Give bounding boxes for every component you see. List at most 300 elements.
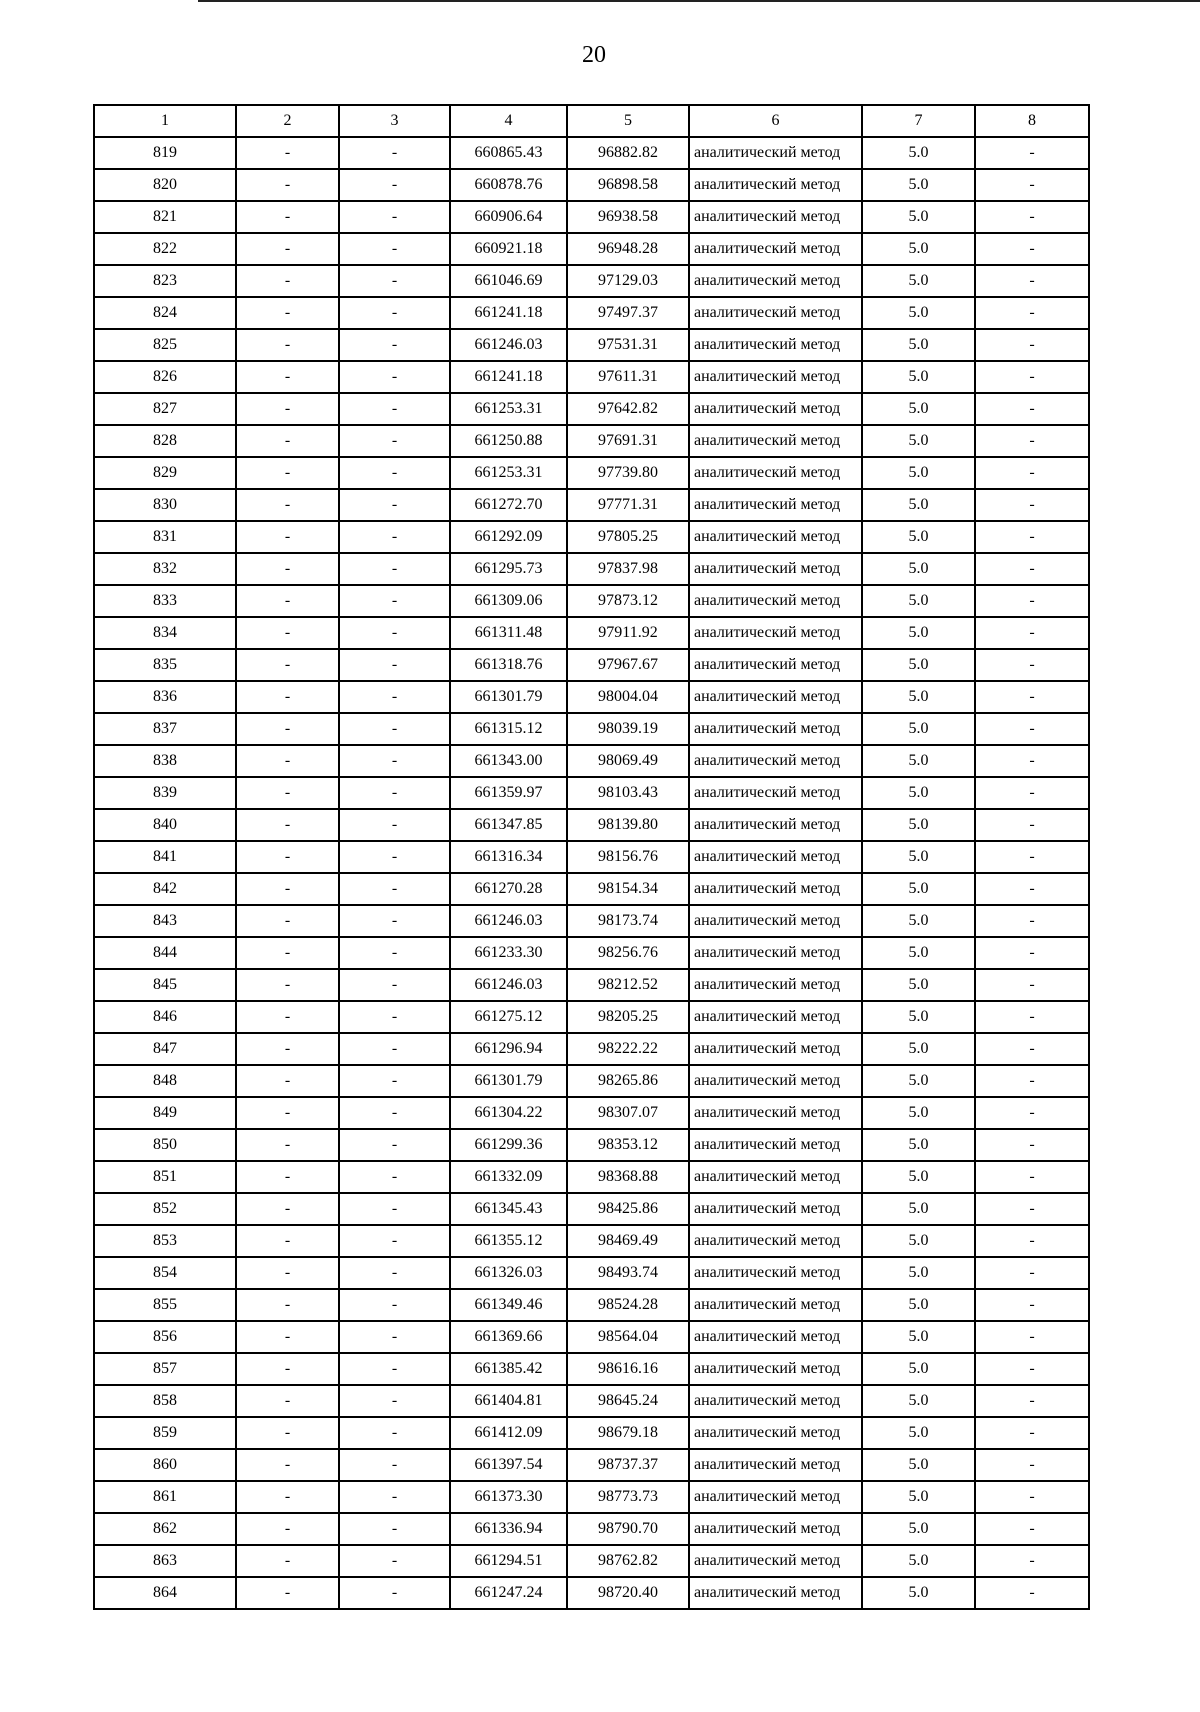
cell-col-8: - [975, 521, 1089, 553]
cell-accuracy: 5.0 [862, 1577, 975, 1609]
cell-coord-x: 661250.88 [450, 425, 567, 457]
cell-accuracy: 5.0 [862, 1193, 975, 1225]
cell-point-number: 854 [94, 1257, 236, 1289]
cell-point-number: 823 [94, 265, 236, 297]
cell-point-number: 836 [94, 681, 236, 713]
cell-coord-y: 96898.58 [567, 169, 689, 201]
cell-method: аналитический метод [689, 1577, 862, 1609]
cell-accuracy: 5.0 [862, 745, 975, 777]
cell-coord-y: 97611.31 [567, 361, 689, 393]
cell-method: аналитический метод [689, 489, 862, 521]
cell-accuracy: 5.0 [862, 1353, 975, 1385]
cell-col-8: - [975, 1289, 1089, 1321]
cell-point-number: 848 [94, 1065, 236, 1097]
cell-accuracy: 5.0 [862, 1097, 975, 1129]
cell-accuracy: 5.0 [862, 1001, 975, 1033]
cell-col-8: - [975, 809, 1089, 841]
cell-coord-y: 97771.31 [567, 489, 689, 521]
cell-coord-x: 661309.06 [450, 585, 567, 617]
cell-method: аналитический метод [689, 137, 862, 169]
cell-col-3: - [339, 905, 450, 937]
cell-col-2: - [236, 201, 339, 233]
table-row [94, 1385, 1089, 1417]
cell-coord-x: 661311.48 [450, 617, 567, 649]
cell-coord-y: 97129.03 [567, 265, 689, 297]
table-row [94, 969, 1089, 1001]
cell-col-2: - [236, 1161, 339, 1193]
cell-accuracy: 5.0 [862, 137, 975, 169]
cell-coord-x: 660906.64 [450, 201, 567, 233]
cell-method: аналитический метод [689, 777, 862, 809]
table-row [94, 873, 1089, 905]
cell-accuracy: 5.0 [862, 617, 975, 649]
table-row [94, 297, 1089, 329]
table-row [94, 1577, 1089, 1609]
cell-coord-x: 660921.18 [450, 233, 567, 265]
cell-point-number: 857 [94, 1353, 236, 1385]
cell-col-3: - [339, 1513, 450, 1545]
cell-coord-y: 98103.43 [567, 777, 689, 809]
cell-method: аналитический метод [689, 745, 862, 777]
cell-col-3: - [339, 393, 450, 425]
cell-coord-y: 98720.40 [567, 1577, 689, 1609]
cell-col-8: - [975, 1513, 1089, 1545]
cell-point-number: 827 [94, 393, 236, 425]
cell-method: аналитический метод [689, 713, 862, 745]
cell-method: аналитический метод [689, 617, 862, 649]
cell-coord-x: 661332.09 [450, 1161, 567, 1193]
cell-col-2: - [236, 1577, 339, 1609]
cell-col-2: - [236, 361, 339, 393]
cell-col-3: - [339, 1257, 450, 1289]
cell-col-3: - [339, 841, 450, 873]
cell-accuracy: 5.0 [862, 841, 975, 873]
cell-coord-x: 661318.76 [450, 649, 567, 681]
cell-coord-x: 661246.03 [450, 329, 567, 361]
cell-col-3: - [339, 329, 450, 361]
cell-coord-y: 98773.73 [567, 1481, 689, 1513]
cell-coord-y: 98222.22 [567, 1033, 689, 1065]
cell-col-2: - [236, 1513, 339, 1545]
cell-accuracy: 5.0 [862, 873, 975, 905]
cell-accuracy: 5.0 [862, 713, 975, 745]
cell-point-number: 820 [94, 169, 236, 201]
cell-col-8: - [975, 265, 1089, 297]
cell-method: аналитический метод [689, 233, 862, 265]
cell-point-number: 842 [94, 873, 236, 905]
cell-accuracy: 5.0 [862, 521, 975, 553]
cell-method: аналитический метод [689, 329, 862, 361]
cell-coord-x: 661301.79 [450, 681, 567, 713]
cell-col-2: - [236, 393, 339, 425]
table-row [94, 265, 1089, 297]
cell-point-number: 837 [94, 713, 236, 745]
cell-col-2: - [236, 553, 339, 585]
cell-accuracy: 5.0 [862, 969, 975, 1001]
cell-col-3: - [339, 137, 450, 169]
cell-method: аналитический метод [689, 457, 862, 489]
cell-accuracy: 5.0 [862, 1513, 975, 1545]
table-row [94, 233, 1089, 265]
cell-coord-y: 98737.37 [567, 1449, 689, 1481]
cell-col-2: - [236, 617, 339, 649]
cell-col-2: - [236, 1001, 339, 1033]
cell-method: аналитический метод [689, 1545, 862, 1577]
cell-coord-x: 661246.03 [450, 969, 567, 1001]
cell-col-2: - [236, 1193, 339, 1225]
cell-point-number: 825 [94, 329, 236, 361]
table-row [94, 905, 1089, 937]
cell-col-3: - [339, 1289, 450, 1321]
cell-col-8: - [975, 329, 1089, 361]
cell-method: аналитический метод [689, 521, 862, 553]
cell-coord-x: 661315.12 [450, 713, 567, 745]
table-row [94, 1033, 1089, 1065]
cell-point-number: 826 [94, 361, 236, 393]
cell-col-8: - [975, 1353, 1089, 1385]
cell-accuracy: 5.0 [862, 201, 975, 233]
cell-col-3: - [339, 1417, 450, 1449]
cell-method: аналитический метод [689, 201, 862, 233]
cell-accuracy: 5.0 [862, 489, 975, 521]
cell-point-number: 846 [94, 1001, 236, 1033]
table-row [94, 809, 1089, 841]
cell-accuracy: 5.0 [862, 681, 975, 713]
cell-coord-y: 98564.04 [567, 1321, 689, 1353]
table-row [94, 1545, 1089, 1577]
cell-col-3: - [339, 169, 450, 201]
cell-col-2: - [236, 1097, 339, 1129]
cell-coord-x: 661296.94 [450, 1033, 567, 1065]
cell-coord-x: 661349.46 [450, 1289, 567, 1321]
cell-coord-y: 96948.28 [567, 233, 689, 265]
cell-method: аналитический метод [689, 1001, 862, 1033]
cell-coord-x: 661294.51 [450, 1545, 567, 1577]
cell-col-2: - [236, 649, 339, 681]
cell-coord-x: 661343.00 [450, 745, 567, 777]
table-row [94, 425, 1089, 457]
cell-col-8: - [975, 905, 1089, 937]
table-header [94, 105, 1089, 137]
cell-col-2: - [236, 1385, 339, 1417]
cell-col-2: - [236, 1225, 339, 1257]
cell-col-2: - [236, 521, 339, 553]
column-header: 2 [236, 105, 339, 137]
cell-point-number: 863 [94, 1545, 236, 1577]
cell-point-number: 856 [94, 1321, 236, 1353]
cell-method: аналитический метод [689, 1449, 862, 1481]
cell-col-8: - [975, 1385, 1089, 1417]
cell-col-2: - [236, 1321, 339, 1353]
cell-col-2: - [236, 1353, 339, 1385]
cell-col-8: - [975, 297, 1089, 329]
cell-method: аналитический метод [689, 841, 862, 873]
cell-accuracy: 5.0 [862, 265, 975, 297]
cell-coord-x: 661347.85 [450, 809, 567, 841]
cell-accuracy: 5.0 [862, 1385, 975, 1417]
cell-col-8: - [975, 1193, 1089, 1225]
cell-col-3: - [339, 233, 450, 265]
cell-col-3: - [339, 1065, 450, 1097]
cell-accuracy: 5.0 [862, 361, 975, 393]
cell-col-8: - [975, 1545, 1089, 1577]
cell-coord-x: 661247.24 [450, 1577, 567, 1609]
cell-coord-y: 97873.12 [567, 585, 689, 617]
cell-col-8: - [975, 1257, 1089, 1289]
column-header: 3 [339, 105, 450, 137]
cell-coord-x: 661373.30 [450, 1481, 567, 1513]
cell-col-3: - [339, 713, 450, 745]
cell-accuracy: 5.0 [862, 1545, 975, 1577]
cell-col-2: - [236, 937, 339, 969]
cell-coord-x: 661404.81 [450, 1385, 567, 1417]
cell-col-8: - [975, 617, 1089, 649]
cell-col-8: - [975, 1481, 1089, 1513]
cell-col-3: - [339, 457, 450, 489]
table-row [94, 841, 1089, 873]
cell-col-3: - [339, 1321, 450, 1353]
cell-coord-x: 661412.09 [450, 1417, 567, 1449]
cell-method: аналитический метод [689, 649, 862, 681]
cell-coord-y: 98425.86 [567, 1193, 689, 1225]
table-header-row [94, 105, 1089, 137]
cell-col-2: - [236, 233, 339, 265]
cell-coord-x: 660865.43 [450, 137, 567, 169]
cell-coord-x: 661359.97 [450, 777, 567, 809]
cell-col-2: - [236, 1481, 339, 1513]
cell-coord-y: 97497.37 [567, 297, 689, 329]
cell-col-3: - [339, 361, 450, 393]
cell-coord-x: 661253.31 [450, 457, 567, 489]
cell-col-8: - [975, 1161, 1089, 1193]
coordinates-table [93, 104, 1090, 1610]
cell-coord-y: 98205.25 [567, 1001, 689, 1033]
cell-point-number: 829 [94, 457, 236, 489]
cell-coord-y: 98156.76 [567, 841, 689, 873]
cell-coord-x: 661326.03 [450, 1257, 567, 1289]
cell-col-3: - [339, 553, 450, 585]
cell-col-3: - [339, 937, 450, 969]
cell-point-number: 834 [94, 617, 236, 649]
cell-col-2: - [236, 297, 339, 329]
table-row [94, 681, 1089, 713]
cell-col-8: - [975, 937, 1089, 969]
cell-coord-y: 98368.88 [567, 1161, 689, 1193]
cell-coord-y: 98307.07 [567, 1097, 689, 1129]
cell-coord-y: 97531.31 [567, 329, 689, 361]
table-row [94, 1513, 1089, 1545]
column-header: 5 [567, 105, 689, 137]
cell-col-8: - [975, 841, 1089, 873]
cell-point-number: 850 [94, 1129, 236, 1161]
cell-col-3: - [339, 1353, 450, 1385]
cell-method: аналитический метод [689, 553, 862, 585]
cell-col-8: - [975, 1321, 1089, 1353]
cell-accuracy: 5.0 [862, 1449, 975, 1481]
cell-method: аналитический метод [689, 1257, 862, 1289]
table-row [94, 457, 1089, 489]
cell-col-8: - [975, 1129, 1089, 1161]
cell-col-8: - [975, 169, 1089, 201]
cell-col-3: - [339, 809, 450, 841]
cell-coord-y: 98039.19 [567, 713, 689, 745]
cell-col-8: - [975, 713, 1089, 745]
table-row [94, 1481, 1089, 1513]
cell-col-3: - [339, 1545, 450, 1577]
cell-col-3: - [339, 617, 450, 649]
cell-point-number: 849 [94, 1097, 236, 1129]
cell-coord-x: 661241.18 [450, 297, 567, 329]
cell-accuracy: 5.0 [862, 329, 975, 361]
cell-method: аналитический метод [689, 297, 862, 329]
cell-coord-y: 97739.80 [567, 457, 689, 489]
cell-col-3: - [339, 1161, 450, 1193]
cell-col-2: - [236, 489, 339, 521]
cell-coord-y: 98154.34 [567, 873, 689, 905]
cell-coord-y: 98524.28 [567, 1289, 689, 1321]
cell-col-2: - [236, 713, 339, 745]
cell-coord-y: 98265.86 [567, 1065, 689, 1097]
table-row [94, 1129, 1089, 1161]
page-number: 20 [582, 42, 606, 68]
table-row [94, 937, 1089, 969]
cell-col-3: - [339, 1001, 450, 1033]
cell-point-number: 832 [94, 553, 236, 585]
cell-col-8: - [975, 649, 1089, 681]
cell-col-8: - [975, 745, 1089, 777]
cell-coord-y: 98353.12 [567, 1129, 689, 1161]
column-header: 8 [975, 105, 1089, 137]
cell-coord-x: 661295.73 [450, 553, 567, 585]
table-row [94, 1289, 1089, 1321]
cell-coord-y: 98493.74 [567, 1257, 689, 1289]
top-border-line [198, 0, 1200, 2]
table-row [94, 649, 1089, 681]
cell-point-number: 819 [94, 137, 236, 169]
cell-coord-x: 661355.12 [450, 1225, 567, 1257]
cell-col-3: - [339, 201, 450, 233]
cell-accuracy: 5.0 [862, 425, 975, 457]
cell-coord-x: 661275.12 [450, 1001, 567, 1033]
cell-col-3: - [339, 745, 450, 777]
cell-accuracy: 5.0 [862, 553, 975, 585]
cell-method: аналитический метод [689, 265, 862, 297]
cell-accuracy: 5.0 [862, 1033, 975, 1065]
cell-col-8: - [975, 1065, 1089, 1097]
cell-col-8: - [975, 1449, 1089, 1481]
table-row [94, 489, 1089, 521]
table-row [94, 361, 1089, 393]
cell-coord-y: 98790.70 [567, 1513, 689, 1545]
cell-coord-x: 661246.03 [450, 905, 567, 937]
cell-point-number: 841 [94, 841, 236, 873]
table-row [94, 777, 1089, 809]
cell-coord-x: 661301.79 [450, 1065, 567, 1097]
cell-accuracy: 5.0 [862, 297, 975, 329]
cell-coord-y: 98069.49 [567, 745, 689, 777]
cell-col-2: - [236, 457, 339, 489]
cell-col-8: - [975, 393, 1089, 425]
cell-point-number: 862 [94, 1513, 236, 1545]
cell-col-3: - [339, 777, 450, 809]
cell-col-2: - [236, 425, 339, 457]
cell-col-2: - [236, 329, 339, 361]
cell-coord-x: 660878.76 [450, 169, 567, 201]
cell-coord-y: 98004.04 [567, 681, 689, 713]
table-row [94, 521, 1089, 553]
cell-coord-x: 661299.36 [450, 1129, 567, 1161]
cell-accuracy: 5.0 [862, 233, 975, 265]
cell-coord-y: 98762.82 [567, 1545, 689, 1577]
cell-accuracy: 5.0 [862, 937, 975, 969]
cell-point-number: 852 [94, 1193, 236, 1225]
cell-coord-x: 661385.42 [450, 1353, 567, 1385]
cell-col-8: - [975, 1577, 1089, 1609]
table-row [94, 201, 1089, 233]
cell-method: аналитический метод [689, 169, 862, 201]
cell-col-2: - [236, 1065, 339, 1097]
cell-method: аналитический метод [689, 1193, 862, 1225]
cell-col-8: - [975, 777, 1089, 809]
cell-accuracy: 5.0 [862, 1289, 975, 1321]
cell-point-number: 859 [94, 1417, 236, 1449]
cell-point-number: 855 [94, 1289, 236, 1321]
column-header: 1 [94, 105, 236, 137]
cell-col-2: - [236, 745, 339, 777]
cell-col-8: - [975, 457, 1089, 489]
cell-col-8: - [975, 1225, 1089, 1257]
cell-coord-y: 98645.24 [567, 1385, 689, 1417]
column-header: 7 [862, 105, 975, 137]
cell-col-3: - [339, 873, 450, 905]
cell-point-number: 831 [94, 521, 236, 553]
cell-point-number: 833 [94, 585, 236, 617]
cell-accuracy: 5.0 [862, 809, 975, 841]
table-row [94, 1193, 1089, 1225]
cell-coord-x: 661272.70 [450, 489, 567, 521]
cell-col-8: - [975, 969, 1089, 1001]
cell-coord-y: 98616.16 [567, 1353, 689, 1385]
table-row [94, 1417, 1089, 1449]
cell-coord-x: 661304.22 [450, 1097, 567, 1129]
cell-col-3: - [339, 297, 450, 329]
table-body [94, 137, 1089, 1609]
cell-point-number: 839 [94, 777, 236, 809]
cell-method: аналитический метод [689, 585, 862, 617]
cell-accuracy: 5.0 [862, 777, 975, 809]
cell-coord-y: 97805.25 [567, 521, 689, 553]
cell-accuracy: 5.0 [862, 649, 975, 681]
column-header: 6 [689, 105, 862, 137]
cell-point-number: 847 [94, 1033, 236, 1065]
cell-accuracy: 5.0 [862, 1481, 975, 1513]
cell-point-number: 853 [94, 1225, 236, 1257]
cell-col-3: - [339, 1097, 450, 1129]
cell-accuracy: 5.0 [862, 169, 975, 201]
cell-coord-x: 661233.30 [450, 937, 567, 969]
cell-col-2: - [236, 169, 339, 201]
cell-col-8: - [975, 137, 1089, 169]
cell-coord-y: 97967.67 [567, 649, 689, 681]
cell-point-number: 843 [94, 905, 236, 937]
cell-coord-x: 661270.28 [450, 873, 567, 905]
cell-point-number: 828 [94, 425, 236, 457]
cell-point-number: 858 [94, 1385, 236, 1417]
cell-col-8: - [975, 489, 1089, 521]
cell-point-number: 864 [94, 1577, 236, 1609]
cell-col-3: - [339, 1225, 450, 1257]
cell-col-3: - [339, 425, 450, 457]
